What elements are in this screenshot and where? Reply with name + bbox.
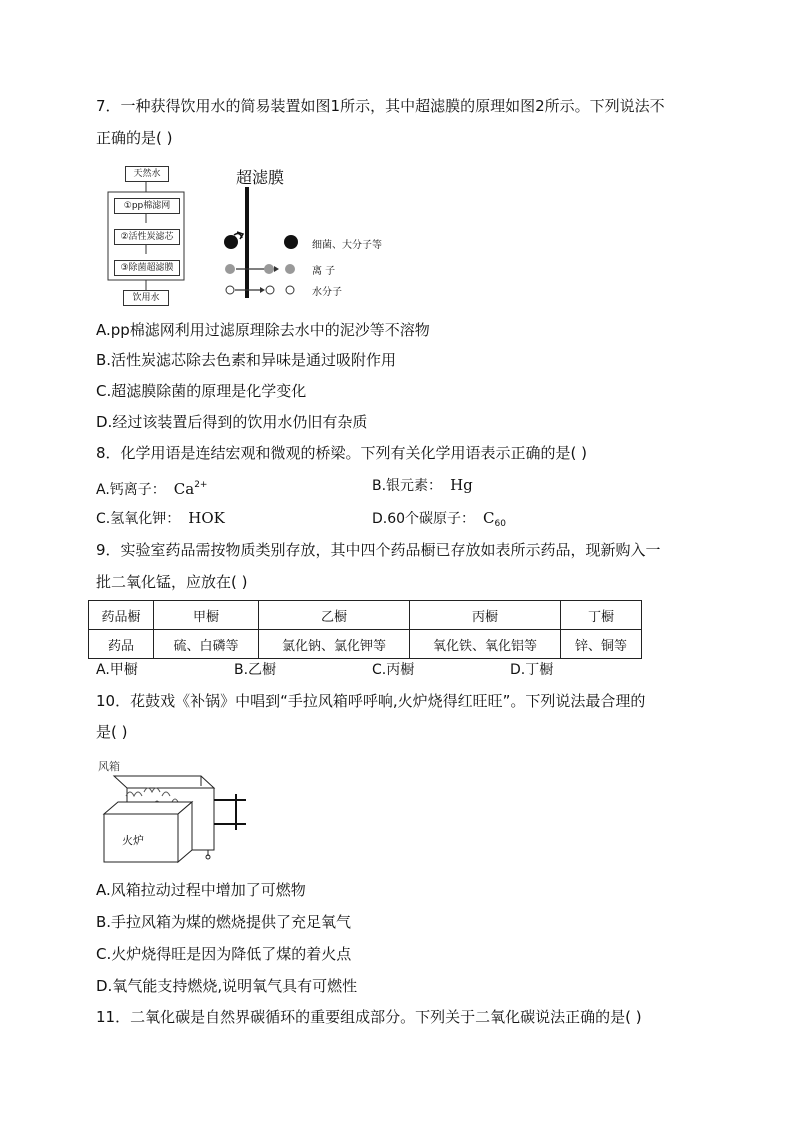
- label-ions: 离 子: [312, 266, 336, 277]
- label-bacteria: 细菌、大分子等: [312, 240, 382, 251]
- q10-option-b: B.手拉风箱为煤的燃烧提供了充足氧气: [96, 913, 352, 931]
- label-stove: 火炉: [122, 834, 144, 847]
- flow-box-natural-water: 天然水: [125, 166, 169, 182]
- q9-cabinet-table: [88, 600, 642, 659]
- flow-box-carbon-filter: ②活性炭滤芯: [114, 229, 180, 245]
- q8-d-formula: C: [483, 509, 495, 527]
- table-cell: 乙橱: [259, 601, 410, 630]
- table-cell: 锌、铜等: [561, 630, 642, 659]
- table-cell: 丙橱: [410, 601, 561, 630]
- q8-d-subscript: 60: [494, 519, 506, 529]
- table-cell: 甲橱: [154, 601, 259, 630]
- bellows-stove-drawing: [96, 756, 266, 866]
- table-header-row: [89, 601, 642, 630]
- label-bellows: 风箱: [98, 760, 120, 773]
- q10-option-d: D.氧气能支持燃烧,说明氧气具有可燃性: [96, 977, 358, 995]
- q9-option-d: D.丁橱: [510, 662, 554, 678]
- q8-d-label: D.60个碳原子：: [372, 511, 476, 527]
- q8-c-formula: HOK: [188, 509, 225, 527]
- q8-option-a: [96, 475, 207, 500]
- q11-stem: 11．二氧化碳是自然界碳循环的重要组成部分。下列关于二氧化碳说法正确的是( ): [96, 1008, 642, 1026]
- membrane-title: 超滤膜: [236, 168, 285, 187]
- q8-a-label: A.钙离子：: [96, 482, 166, 498]
- q8-a-formula: Ca: [173, 480, 195, 498]
- q10-stem-line2: 是( ): [96, 723, 128, 741]
- q10-option-a: A.风箱拉动过程中增加了可燃物: [96, 881, 306, 899]
- table-cell: 氧化铁、氧化铝等: [410, 630, 561, 659]
- q9-stem-line2: 批二氧化锰，应放在( ): [96, 573, 248, 591]
- q8-option-c: [96, 508, 225, 529]
- q7-stem-line1: 7．一种获得饮用水的简易装置如图1所示，其中超滤膜的原理如图2所示。下列说法不: [96, 97, 665, 115]
- table-cell: 丁橱: [561, 601, 642, 630]
- q7-option-a: A.pp棉滤网利用过滤原理除去水中的泥沙等不溶物: [96, 321, 430, 339]
- table-cell: 药品橱: [89, 601, 154, 630]
- q9-option-c: C.丙橱: [372, 662, 415, 678]
- q8-b-label: B.银元素：: [372, 478, 443, 494]
- label-water-molecule: 水分子: [312, 287, 342, 298]
- q10-stem-line1: 10．花鼓戏《补锅》中唱到“手拉风箱呼呼响,火炉烧得红旺旺”。下列说法最合理的: [96, 692, 646, 710]
- flow-box-uf-membrane: ③除菌超滤膜: [114, 260, 180, 276]
- q8-c-label: C.氢氧化钾：: [96, 511, 181, 527]
- q7-option-d: D.经过该装置后得到的饮用水仍旧有杂质: [96, 413, 368, 431]
- q10-option-c: C.火炉烧得旺是因为降低了煤的着火点: [96, 945, 352, 963]
- q7-figure2-membrane: [220, 165, 400, 300]
- q7-stem-line2: 正确的是( ): [96, 129, 173, 147]
- q8-b-formula: Hg: [450, 476, 473, 494]
- q9-option-a: A.甲橱: [96, 662, 138, 678]
- q8-a-charge: 2+: [194, 480, 208, 490]
- q7-option-c: C.超滤膜除菌的原理是化学变化: [96, 382, 307, 400]
- table-cell: 药品: [89, 630, 154, 659]
- membrane-diagram: [220, 165, 400, 300]
- table-cell: 硫、白磷等: [154, 630, 259, 659]
- q10-bellows-figure: [96, 756, 266, 866]
- flow-box-drinking-water: 饮用水: [123, 290, 169, 306]
- table-cell: 氯化钠、氯化钾等: [259, 630, 410, 659]
- q8-option-b: [372, 475, 473, 496]
- q9-stem-line1: 9．实验室药品需按物质类别存放，其中四个药品橱已存放如表所示药品，现新购入一: [96, 541, 661, 559]
- q8-option-d: [372, 508, 506, 534]
- table-row: [89, 630, 642, 659]
- q8-stem: 8．化学用语是连结宏观和微观的桥梁。下列有关化学用语表示正确的是( ): [96, 444, 588, 462]
- flow-box-pp-filter: ①pp棉滤网: [114, 198, 180, 214]
- q9-option-b: B.乙橱: [234, 662, 277, 678]
- q7-option-b: B.活性炭滤芯除去色素和异味是通过吸附作用: [96, 351, 397, 369]
